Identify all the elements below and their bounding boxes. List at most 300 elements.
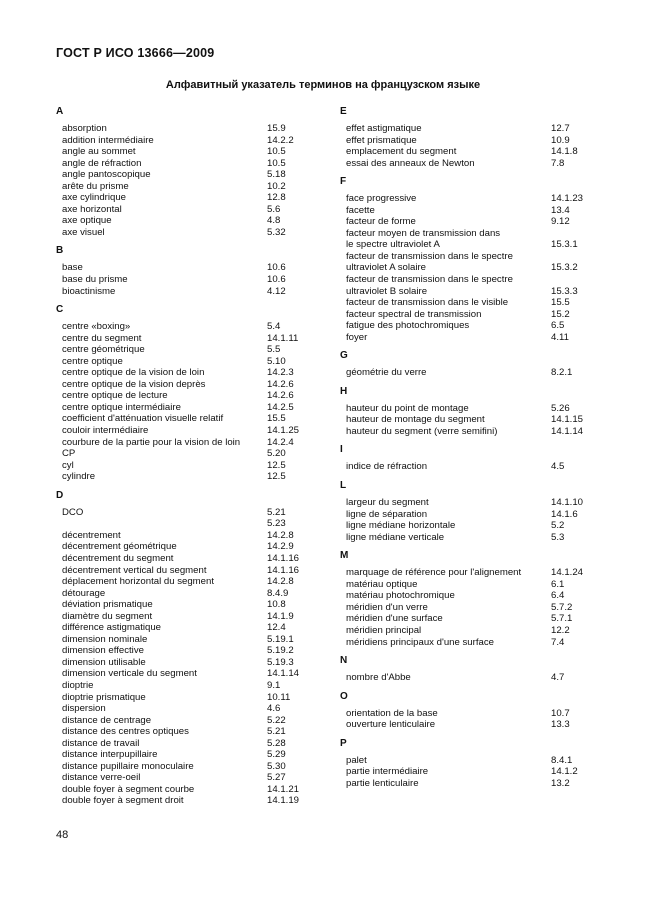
entry-number: 5.21	[267, 726, 286, 738]
entry-number: 14.1.10	[551, 497, 584, 509]
entry-number: 5.28	[267, 737, 286, 749]
index-entry	[62, 576, 306, 588]
index-entry	[346, 123, 602, 135]
entry-number: 10.2	[267, 180, 286, 192]
entry-number: 4.7	[551, 672, 565, 684]
entry-list	[340, 497, 602, 543]
section-letter: O	[340, 690, 348, 702]
index-entry	[62, 738, 306, 750]
index-entry	[62, 227, 306, 239]
index-entry	[62, 715, 306, 727]
entry-number: 14.2.2	[267, 134, 294, 146]
entry-term: angle de réfraction	[62, 157, 142, 169]
index-entry	[346, 590, 602, 602]
entry-number: 12.5	[267, 471, 286, 483]
entry-list	[340, 461, 602, 473]
entry-number: 13.2	[551, 777, 570, 789]
entry-term: base	[62, 262, 83, 274]
entry-number: 4.6	[267, 703, 281, 715]
entry-number: 12.5	[267, 459, 286, 471]
entry-number: 8.4.9	[267, 587, 289, 599]
index-entry	[346, 778, 602, 790]
index-entry	[62, 460, 306, 472]
index-entry	[346, 262, 602, 274]
entry-term: absorption	[62, 123, 107, 134]
index-entry	[62, 553, 306, 565]
entry-number: 5.19.2	[267, 645, 294, 657]
entry-number: 5.26	[551, 402, 570, 414]
section-letter: N	[340, 655, 348, 667]
section-letter: L	[340, 480, 347, 492]
index-section	[340, 691, 602, 731]
index-entry	[62, 123, 306, 135]
index-entry	[346, 579, 602, 591]
entry-term: partie lenticulaire	[346, 777, 419, 789]
entry-number: 10.11	[267, 691, 291, 703]
index-section	[340, 738, 602, 790]
entry-number: 8.4.1	[551, 754, 573, 766]
index-entry	[62, 726, 306, 738]
entry-number: 12.2	[551, 624, 570, 636]
entry-number: 14.1.23	[551, 193, 584, 205]
entry-number: 15.3.1	[551, 239, 578, 251]
entry-number: 10.9	[551, 134, 570, 146]
entry-number: 14.1.8	[551, 146, 578, 158]
entry-term: courbure de la partie pour la vision de loin	[62, 436, 241, 448]
index-column-right	[340, 106, 602, 796]
entry-term: centre géométrique	[62, 344, 145, 356]
entry-number: 12.8	[267, 192, 286, 204]
index-section	[56, 106, 306, 238]
entry-number: 14.2.8	[267, 576, 294, 588]
entry-term: effet prismatique	[346, 134, 417, 146]
entry-term: axe horizontal	[62, 203, 122, 215]
entry-number: 14.1.16	[267, 564, 300, 576]
index-entry	[62, 565, 306, 577]
index-entry	[62, 622, 306, 634]
entry-number: 14.2.5	[267, 401, 294, 413]
entry-term: facteur spectral de transmission	[346, 308, 482, 320]
entry-number: 14.1.21	[267, 783, 300, 795]
entry-term: largeur du segment	[346, 497, 429, 509]
entry-number: 5.19.3	[267, 656, 294, 668]
entry-number: 14.1.14	[551, 425, 584, 437]
index-entry	[62, 192, 306, 204]
index-entry	[346, 216, 602, 228]
entry-term: centre «boxing»	[62, 321, 131, 333]
index-entry	[62, 784, 306, 796]
entry-number: 14.2.8	[267, 529, 294, 541]
entry-term: hauteur du point de montage	[346, 402, 469, 414]
index-entry	[62, 356, 306, 368]
entry-term: essai des anneaux de Newton	[346, 157, 475, 169]
index-entry	[346, 567, 602, 579]
entry-term: déviation prismatique	[62, 599, 153, 611]
entry-term: le spectre ultraviolet A	[346, 239, 440, 251]
index-entry	[346, 297, 602, 309]
entry-term: axe cylindrique	[62, 192, 126, 204]
index-entry	[62, 703, 306, 715]
entry-number: 5.18	[267, 169, 286, 181]
entry-number: 10.5	[267, 146, 286, 158]
index-entry	[346, 708, 602, 720]
index-section	[56, 304, 306, 483]
index-entry	[62, 668, 306, 680]
entry-number: 10.7	[551, 707, 570, 719]
entry-term: face progressive	[346, 193, 417, 205]
entry-term: facteur de forme	[346, 216, 416, 228]
entry-term: centre du segment	[62, 332, 142, 344]
index-entry	[62, 146, 306, 158]
index-entry	[62, 215, 306, 227]
entry-number: 6.5	[551, 320, 565, 332]
entry-number: 4.5	[551, 461, 565, 473]
entry-term: distance de travail	[62, 737, 140, 749]
entry-term: dimension effective	[62, 645, 144, 657]
entry-list	[340, 708, 602, 731]
entry-term: dioptrie	[62, 679, 94, 691]
index-entry	[62, 321, 306, 333]
section-letter: C	[56, 304, 64, 316]
index-entry	[62, 135, 306, 147]
index-entry	[62, 588, 306, 600]
index-section	[340, 176, 602, 343]
index-entry	[62, 634, 306, 646]
entry-number: 15.3.2	[551, 262, 578, 274]
index-entry	[346, 367, 602, 379]
index-entry	[62, 645, 306, 657]
entry-number: 14.2.6	[267, 378, 294, 390]
entry-term: ultraviolet A solaire	[346, 262, 426, 274]
entry-number: 14.1.6	[551, 508, 578, 520]
entry-number: 5.19.1	[267, 633, 294, 645]
entry-list	[340, 367, 602, 379]
entry-term: méridiens principaux d'une surface	[346, 636, 494, 648]
index-entry	[346, 309, 602, 321]
index-entry	[62, 333, 306, 345]
index-entry	[346, 497, 602, 509]
entry-list	[340, 403, 602, 438]
index-entry	[62, 169, 306, 181]
entry-number: 7.4	[551, 636, 565, 648]
index-entry	[346, 719, 602, 731]
index-entry	[62, 274, 306, 286]
index-entry	[346, 426, 602, 438]
entry-number: 14.2.4	[267, 436, 294, 448]
entry-term: ligne médiane verticale	[346, 531, 445, 543]
entry-list	[56, 507, 306, 807]
entry-term: bioactinisme	[62, 285, 116, 297]
entry-term: centre optique de lecture	[62, 390, 168, 402]
entry-number: 5.22	[267, 714, 286, 726]
index-entry	[346, 625, 602, 637]
entry-term: axe optique	[62, 215, 112, 227]
index-entry	[62, 749, 306, 761]
index-entry	[62, 761, 306, 773]
entry-number: 5.3	[551, 531, 565, 543]
entry-term: décentrement	[62, 529, 121, 541]
entry-number: 10.6	[267, 262, 286, 274]
index-entry	[346, 146, 602, 158]
entry-number: 14.1.24	[551, 567, 584, 579]
entry-number: 12.7	[551, 123, 570, 134]
section-letter: B	[56, 245, 64, 257]
index-section	[340, 350, 602, 379]
entry-term: distance pupillaire monoculaire	[62, 760, 194, 772]
entry-term: dispersion	[62, 703, 106, 715]
entry-number: 14.1.25	[267, 425, 300, 437]
entry-number: 7.8	[551, 157, 565, 169]
entry-number: 14.2.9	[267, 541, 294, 553]
index-entry	[346, 461, 602, 473]
entry-number: 10.6	[267, 274, 286, 286]
entry-term: méridien d'une surface	[346, 613, 443, 625]
index-entry	[62, 390, 306, 402]
entry-list	[340, 755, 602, 790]
entry-list	[340, 567, 602, 648]
entry-term: ultraviolet B solaire	[346, 285, 428, 297]
entry-number: 5.21	[267, 506, 286, 518]
entry-number: 5.27	[267, 772, 286, 784]
entry-term: distance verre-oeil	[62, 772, 141, 784]
entry-number: 5.23	[267, 518, 286, 530]
entry-term: hauteur du segment (verre semifini)	[346, 425, 498, 437]
entry-number: 4.12	[267, 285, 286, 297]
index-entry	[346, 205, 602, 217]
index-entry	[346, 520, 602, 532]
index-section	[340, 655, 602, 684]
index-entry	[62, 507, 306, 519]
index-section	[340, 550, 602, 648]
index-entry	[62, 158, 306, 170]
section-letter: D	[56, 489, 64, 501]
entry-term: différence astigmatique	[62, 622, 162, 634]
entry-term: centre optique intermédiaire	[62, 401, 181, 413]
index-entry	[62, 448, 306, 460]
index-entry	[62, 611, 306, 623]
entry-number: 14.2.3	[267, 367, 294, 379]
index-entry	[346, 766, 602, 778]
entry-term: cyl	[62, 459, 74, 471]
index-entry	[346, 239, 602, 251]
entry-number: 10.8	[267, 599, 286, 611]
index-entry	[346, 755, 602, 767]
index-entry	[346, 228, 602, 240]
index-entry	[346, 332, 602, 344]
entry-number: 4.11	[551, 331, 569, 343]
index-entry	[346, 274, 602, 286]
index-entry	[62, 425, 306, 437]
entry-term: ligne de séparation	[346, 508, 428, 520]
entry-number: 12.4	[267, 622, 286, 634]
entry-term: palet	[346, 754, 367, 766]
entry-number: 9.12	[551, 216, 570, 228]
entry-term: méridien d'un verre	[346, 601, 428, 613]
index-entry	[62, 262, 306, 274]
index-section	[340, 386, 602, 438]
entry-term: emplacement du segment	[346, 146, 457, 158]
entry-term: double foyer à segment courbe	[62, 783, 195, 795]
entry-term: distance interpupillaire	[62, 749, 158, 761]
entry-term: distance de centrage	[62, 714, 152, 726]
index-entry	[62, 530, 306, 542]
entry-term: décentrement du segment	[62, 552, 174, 564]
index-entry	[62, 413, 306, 425]
index-section	[340, 106, 602, 169]
index-entry	[62, 541, 306, 553]
index-entry	[62, 795, 306, 807]
index-entry	[62, 344, 306, 356]
index-entry	[346, 251, 602, 263]
entry-term: détourage	[62, 587, 106, 599]
entry-number: 5.2	[551, 520, 565, 532]
index-entry	[62, 680, 306, 692]
entry-term: dimension verticale du segment	[62, 668, 197, 680]
entry-term: dimension nominale	[62, 633, 148, 645]
entry-term: ouverture lenticulaire	[346, 719, 436, 731]
entry-number: 13.4	[551, 204, 570, 216]
index-column-left	[56, 106, 306, 814]
entry-term: centre optique	[62, 355, 123, 367]
index-entry	[62, 692, 306, 704]
entry-number: 15.5	[267, 413, 286, 425]
section-letter: P	[340, 737, 347, 749]
entry-list	[56, 262, 306, 297]
entry-term: matériau photochromique	[346, 590, 455, 602]
entry-term: déplacement horizontal du segment	[62, 576, 214, 588]
entry-term: fatigue des photochromiques	[346, 320, 470, 332]
entry-term: ligne médiane horizontale	[346, 520, 456, 532]
index-entry	[346, 613, 602, 625]
entry-number: 4.8	[267, 215, 281, 227]
entry-term: orientation de la base	[346, 707, 438, 719]
index-entry	[62, 599, 306, 611]
entry-term: hauteur de montage du segment	[346, 414, 485, 426]
entry-term: centre optique de la vision deprès	[62, 378, 206, 390]
entry-term: dimension utilisable	[62, 656, 146, 668]
index-entry	[62, 437, 306, 449]
entry-term: DCO	[62, 506, 84, 518]
entry-list	[340, 672, 602, 684]
entry-number: 5.20	[267, 448, 286, 460]
index-entry	[62, 367, 306, 379]
entry-number: 5.6	[267, 203, 281, 215]
index-entry	[346, 672, 602, 684]
entry-number: 5.29	[267, 749, 286, 761]
entry-term: facteur moyen de transmission dans	[346, 227, 501, 239]
index-entry	[62, 402, 306, 414]
entry-term: nombre d'Abbe	[346, 672, 411, 684]
index-entry	[346, 602, 602, 614]
entry-term: indice de réfraction	[346, 461, 428, 473]
index-section	[340, 480, 602, 543]
section-letter: A	[56, 106, 64, 117]
entry-number: 5.32	[267, 226, 286, 238]
entry-term: facette	[346, 204, 375, 216]
entry-term: partie intermédiaire	[346, 766, 429, 778]
index-entry	[346, 532, 602, 544]
entry-list	[340, 123, 602, 169]
entry-term: effet astigmatique	[346, 123, 422, 134]
index-entry	[62, 286, 306, 298]
entry-number: 5.10	[267, 355, 286, 367]
entry-term: addition intermédiaire	[62, 134, 154, 146]
index-entry	[62, 657, 306, 669]
index-entry	[346, 193, 602, 205]
entry-term: angle pantoscopique	[62, 169, 151, 181]
entry-term: facteur de transmission dans le spectre	[346, 274, 513, 286]
index-entry	[346, 509, 602, 521]
entry-term: décentrement géométrique	[62, 541, 177, 553]
entry-number: 14.1.14	[267, 668, 300, 680]
entry-number: 15.3.3	[551, 285, 578, 297]
index-entry	[346, 637, 602, 649]
index-entry	[62, 518, 306, 530]
index-section	[56, 245, 306, 297]
entry-term: double foyer à segment droit	[62, 795, 184, 807]
index-entry	[62, 772, 306, 784]
entry-term: base du prisme	[62, 274, 128, 286]
entry-term: marquage de référence pour l'alignement	[346, 567, 522, 579]
entry-number: 5.4	[267, 321, 281, 333]
document-header: ГОСТ Р ИСО 13666—2009	[56, 46, 215, 60]
entry-term: foyer	[346, 331, 368, 343]
entry-list	[340, 193, 602, 343]
entry-number: 14.1.15	[551, 414, 584, 426]
index-entry	[346, 158, 602, 170]
section-letter: E	[340, 106, 347, 117]
entry-number: 15.2	[551, 308, 570, 320]
index-entry	[346, 403, 602, 415]
entry-number: 14.1.9	[267, 610, 294, 622]
entry-term: cylindre	[62, 471, 96, 483]
entry-term: facteur de transmission dans le spectre	[346, 250, 513, 262]
entry-term: couloir intermédiaire	[62, 425, 149, 437]
index-entry	[62, 471, 306, 483]
index-entry	[346, 286, 602, 298]
entry-number: 14.1.19	[267, 795, 300, 807]
index-entry	[346, 320, 602, 332]
entry-number: 5.5	[267, 344, 281, 356]
entry-number: 9.1	[267, 679, 281, 691]
section-letter: H	[340, 385, 348, 397]
entry-term: décentrement vertical du segment	[62, 564, 207, 576]
section-letter: G	[340, 350, 348, 362]
section-letter: I	[340, 444, 343, 456]
index-section	[56, 490, 306, 807]
entry-number: 14.1.2	[551, 766, 578, 778]
entry-term: CP	[62, 448, 76, 460]
entry-number: 15.9	[267, 123, 286, 134]
entry-number: 5.7.2	[551, 601, 573, 613]
entry-term: coefficient d'atténuation visuelle relatif	[62, 413, 224, 425]
entry-number: 14.1.11	[267, 332, 299, 344]
entry-number: 15.5	[551, 297, 570, 309]
entry-term: axe visuel	[62, 226, 105, 238]
entry-number: 8.2.1	[551, 367, 573, 379]
entry-term: facteur de transmission dans le visible	[346, 297, 509, 309]
entry-term: dioptrie prismatique	[62, 691, 146, 703]
entry-number: 14.1.16	[267, 552, 300, 564]
entry-number: 5.30	[267, 760, 286, 772]
index-entry	[62, 204, 306, 216]
entry-number: 10.5	[267, 157, 286, 169]
index-section	[340, 444, 602, 473]
entry-term: distance des centres optiques	[62, 726, 189, 738]
section-letter: F	[340, 176, 347, 188]
index-entry	[62, 181, 306, 193]
entry-term: matériau optique	[346, 578, 418, 590]
